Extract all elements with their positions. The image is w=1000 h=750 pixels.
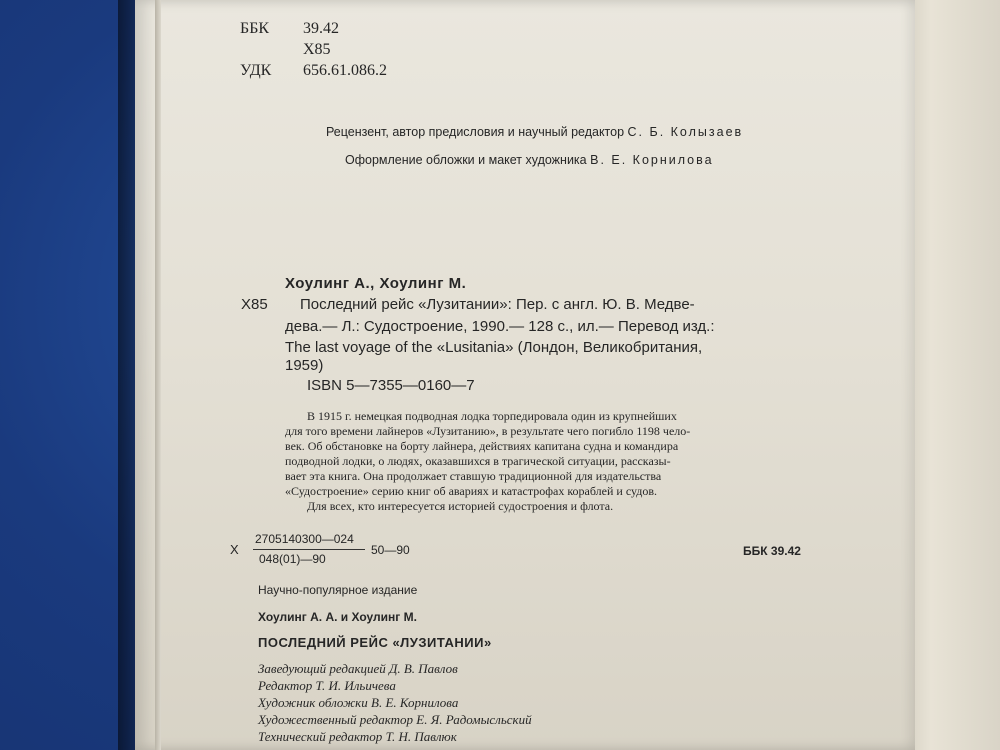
staff-name: Т. И. Ильичева — [315, 678, 396, 693]
book-page — [135, 0, 915, 750]
abstract-line: для того времени лайнеров «Лузитанию», в результате чего погибло 1198 чело- — [285, 424, 691, 438]
staff-role: Заведующий редакцией — [258, 661, 386, 676]
entry-line: 1959) — [285, 357, 324, 374]
bbk-label: ББК — [240, 20, 270, 37]
staff-line — [258, 712, 532, 728]
staff-name: Т. Н. Павлюк — [385, 729, 457, 744]
imprint-genre: Научно-популярное издание — [258, 583, 418, 597]
isbn: ISBN 5—7355—0160—7 — [307, 377, 475, 394]
entry-line: дева.— Л.: Судостроение, 1990.— 128 с., ил.— Перевод изд.: — [285, 318, 715, 335]
staff-name: В. Е. Корнилова — [371, 695, 459, 710]
staff-role: Технический редактор — [258, 729, 383, 744]
reviewer-credit — [326, 125, 743, 139]
fraction-suffix: 50—90 — [371, 543, 410, 557]
fraction-bar — [253, 549, 365, 550]
entry-line: The last voyage of the «Lusitania» (Лондон, Великобритания, — [285, 339, 703, 356]
staff-role: Художник обложки — [258, 695, 368, 710]
staff-role: Художественный редактор — [258, 712, 414, 727]
bbk-value: 39.42 — [303, 20, 339, 37]
abstract-line: В 1915 г. немецкая подводная лодка торпедировала один из крупнейших — [307, 409, 677, 423]
staff-name: Д. В. Павлов — [389, 661, 458, 676]
staff-role: Редактор — [258, 678, 313, 693]
abstract-line: вает эта книга. Она продолжает ставшую традиционной для издательства — [285, 469, 662, 483]
imprint-authors: Хоулинг А. А. и Хоулинг М. — [258, 610, 417, 624]
staff-line — [258, 695, 458, 711]
imprint-title: ПОСЛЕДНИЙ РЕЙС «ЛУЗИТАНИИ» — [258, 635, 492, 650]
design-label: Оформление обложки и макет художника — [345, 153, 587, 167]
udk-label: УДК — [240, 62, 272, 79]
design-name: В. Е. Корнилова — [590, 153, 714, 167]
page-edge — [155, 0, 161, 750]
staff-line — [258, 678, 396, 694]
staff-line — [258, 661, 458, 677]
reviewer-label: Рецензент, автор предисловия и научный редактор — [326, 125, 625, 139]
staff-line — [258, 729, 457, 745]
abstract-line: подводной лодки, о людях, оказавшихся в трагической ситуации, рассказы- — [285, 454, 671, 468]
udk-value: 656.61.086.2 — [303, 62, 387, 79]
classification-code: Х85 — [303, 41, 331, 58]
fraction-numerator: 2705140300—024 — [255, 532, 354, 546]
entry-authors: Хоулинг А., Хоулинг М. — [285, 275, 467, 292]
abstract-line: Для всех, кто интересуется историей судостроения и флота. — [307, 499, 614, 513]
abstract-line: век. Об обстановке на борту лайнера, действиях капитана судна и командира — [285, 439, 679, 453]
reviewer-name: С. Б. Колызаев — [627, 125, 744, 139]
abstract-line: «Судостроение» серию книг об авариях и катастрофах кораблей и судов. — [285, 484, 658, 498]
design-credit — [345, 153, 714, 167]
fraction-denominator: 048(01)—90 — [259, 552, 326, 566]
entry-line: Последний рейс «Лузитании»: Пер. с англ. Ю. В. Медве- — [300, 296, 695, 313]
fraction-prefix: Х — [230, 542, 239, 557]
staff-name: Е. Я. Радомысльский — [416, 712, 532, 727]
fraction-bbk: ББК 39.42 — [743, 544, 801, 558]
entry-code: Х85 — [241, 296, 268, 313]
